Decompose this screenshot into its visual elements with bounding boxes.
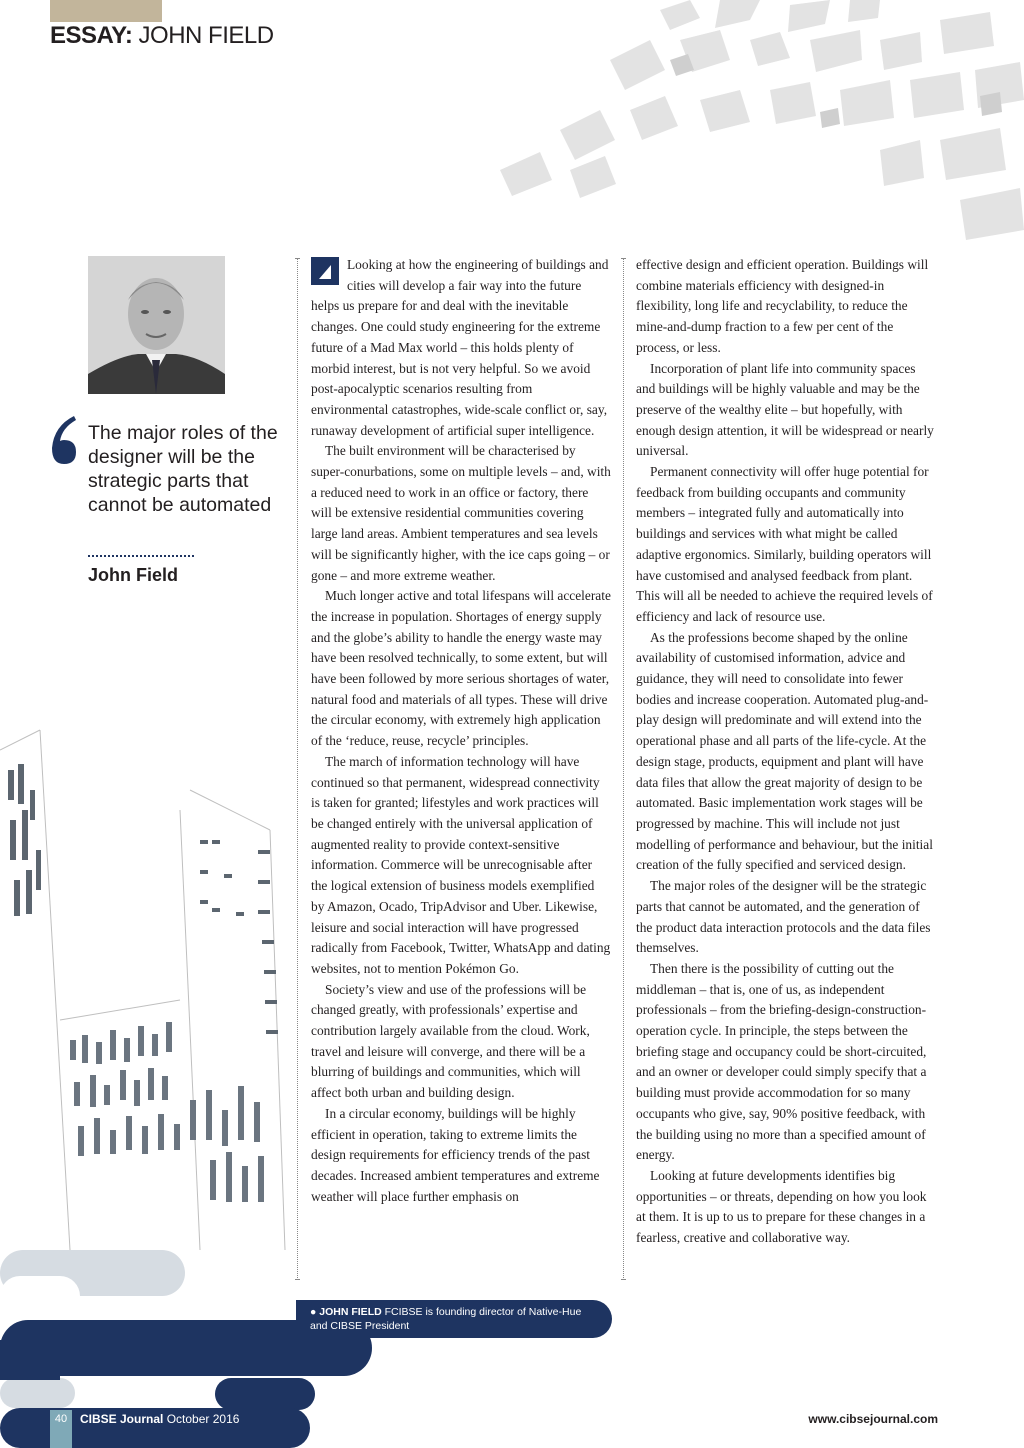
pull-quote-text: The major roles of the designer will be the strategic parts that cannot be automated xyxy=(88,422,278,516)
page-number: 40 xyxy=(54,1413,68,1425)
author-bio-text: FCIBSE is founding director of Native-Hue and CIBSE President xyxy=(310,1306,582,1332)
pull-quote-divider xyxy=(88,555,194,557)
author-bio-name: JOHN FIELD xyxy=(319,1306,382,1318)
header-section: ESSAY: xyxy=(50,22,133,49)
decorative-skyscraper-art xyxy=(0,690,300,1260)
footer-url[interactable]: www.cibsejournal.com xyxy=(808,1412,938,1426)
paragraph: The march of information technology will have continued so that permanent, widespread connectivity is taken for granted; lifestyles and work practices will be changed entirely with the universal application of augmented reality to provide context-sensitive information. Commerce will be unrecognisable after the logical extension of business models exemplified by Amazon, Ocado, TripAdvisor and Uber. Likewise, leisure and social interaction will have progressed radically from Facebook, Twitter, WhatsApp and dating websites, not to mention Pokémon Go. xyxy=(311,753,611,976)
paragraph: Then there is the possibility of cutting out the middleman – that is, one of us, as independent professionals – from the briefing-design-construction-operation cycle. In principle, the steps between the briefing stage and occupancy could be short-circuited, and an owner or developer could simply specify that a building must provide accommodation for so many occupants who give, say, 90% positive feedback, with the building using no more than a specified amount of energy. xyxy=(636,960,927,1163)
paragraph: Incorporation of plant life into community spaces and buildings will be highly valuable and may be the preserve of the wealthy elite – but hopefully, with enough design attention, it will be widespread or nearly universal. xyxy=(636,360,934,459)
column-rule-right xyxy=(623,258,624,1280)
paragraph: Looking at how the engineering of buildings and cities will develop a fair way into the future helps us prepare for and deal with the inevitable changes. One could study engineering for the extreme future of a Mad Max world – this holds plenty of morbid interest, but is not very helpful. So we avoid post-apocalyptic scenarios resulting from environmental catastrophes, wide-scale conflict or, say, runaway development of artificial super intelligence. xyxy=(311,257,609,438)
bullet-icon: ● xyxy=(310,1306,317,1318)
page-header xyxy=(50,22,274,50)
paragraph: effective design and efficient operation. Buildings will combine materials efficiency with designed-in flexibility, long life and recyclability, to reduce the mine-and-dump fraction to a few per cent of the process, or less. xyxy=(636,257,929,355)
paragraph: Permanent connectivity will offer huge potential for feedback from building occupants and community members – integrated fully and automatically into buildings and services with what might be called adaptive ergonomics. Similarly, building operators will have customised and analysed feedback from plant. This will all be needed to achieve the required levels of efficiency and lack of resource use. xyxy=(636,464,933,624)
paragraph: Looking at future developments identifies big opportunities – or threats, depending on how you look at them. It is up to us to prepare for these changes in a fearless, creative and collaborative way. xyxy=(636,1167,927,1246)
decorative-building-art-top xyxy=(460,0,1024,270)
column-rule-left xyxy=(297,258,298,1280)
article-column-1 xyxy=(311,255,611,1207)
drop-cap-icon xyxy=(311,257,339,285)
article-column-2 xyxy=(636,255,938,1249)
author-bio xyxy=(310,1305,600,1333)
quote-mark-icon xyxy=(46,412,82,472)
journal-name: CIBSE Journal xyxy=(80,1412,164,1426)
journal-issue: October 2016 xyxy=(166,1412,240,1426)
pull-quote-author: John Field xyxy=(88,565,178,585)
author-portrait xyxy=(88,256,225,394)
paragraph: The built environment will be characterised by super-conurbations, some on multiple levels – and, with a reduced need to work in an office or factory, there will be extensive residential communities covering large land areas. Ambient temperatures and sea levels will be significantly higher, with the ice caps going – or gone – and more extreme weather. xyxy=(311,443,611,583)
paragraph: Much longer active and total lifespans will accelerate the increase in population. Shortages of energy supply and the globe’s ability to handle the energy waste may have been resolved technically, to some extent, but will have been followed by more serious shortages of water, natural food and materials of all types. These will drive the circular economy, with extremely high application of the ‘reduce, reuse, recycle’ principles. xyxy=(311,588,611,749)
paragraph: Society’s view and use of the professions will be changed greatly, with professionals’ expertise and contribution largely available from the cloud. Work, travel and leisure will converge, and there will be a blurring of buildings and communities, which will affect both urban and building design. xyxy=(311,981,590,1101)
header-author: JOHN FIELD xyxy=(138,22,274,49)
paragraph: The major roles of the designer will be the strategic parts that cannot be automated, and the generation of the product data interaction protocols and the data files themselves. xyxy=(636,878,931,956)
paragraph: In a circular economy, buildings will be highly efficient in operation, taking to extreme limits the design requirements for efficiency trends of the past decades. Increased ambient temperatures and extreme weather will place further emphasis on xyxy=(311,1105,600,1204)
header-tab-bar xyxy=(50,0,162,22)
footer-journal xyxy=(80,1412,239,1426)
paragraph: As the professions become shaped by the online availability of customised information, advice and guidance, they will need to consolidate into fewer bodies and increase cooperation. Automated plug-and-play design will predominate and will extend into the operational phase and all parts of the life-cycle. At the design stage, products, equipment and plant will have data files that allow the great majority of design to be automated. Basic implementation work stages will be progressed by machine. This will include not just modelling of performance and behaviour, but the initial creation of the fully specified and serviced design. xyxy=(636,629,933,873)
